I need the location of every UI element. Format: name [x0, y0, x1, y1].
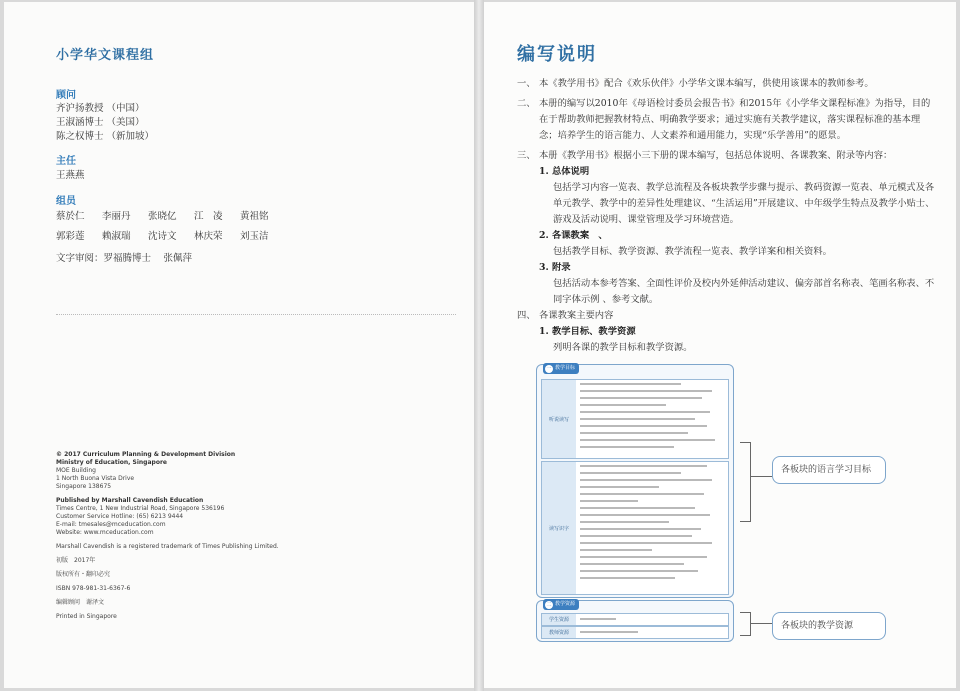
member: 张晓亿 — [148, 211, 177, 222]
listening-speaking-row — [541, 379, 729, 459]
members-heading: 组员 — [56, 196, 76, 207]
subsection-2-title: 2. 各课教案 、 — [539, 230, 608, 241]
ministry: Ministry of Education, Singapore — [56, 459, 167, 466]
advisors-heading: 顾问 — [56, 90, 76, 101]
member: 赖淑瑞 — [102, 231, 131, 242]
trademark: Marshall Cavendish is a registered trademark of Times Publishing Limited. — [56, 543, 279, 550]
callout-connector — [750, 623, 772, 624]
member: 蔡於仁 — [56, 211, 85, 222]
panel-tag — [543, 599, 579, 610]
printed-in: Printed in Singapore — [56, 613, 117, 620]
row-label: 学生资源 — [542, 614, 576, 625]
subsection-4-1-body: 列明各课的教学目标和教学资源。 — [553, 342, 693, 353]
row-text-lines — [580, 383, 724, 453]
callout-objectives: 各板块的语言学习目标 — [772, 456, 886, 484]
publishing-info — [56, 451, 279, 621]
sample-resources-panel — [536, 600, 734, 642]
reviewers: 文字审阅：罗福腾博士 张佩萍 — [56, 253, 193, 264]
tag-number: 二 — [546, 601, 552, 608]
copyright: © 2017 Curriculum Planning & Development Division — [56, 451, 236, 458]
edition: 初版 2017年 — [56, 557, 96, 564]
publisher-address: Times Centre, 1 New Industrial Road, Singapore 536196 — [56, 505, 225, 512]
row-label: 读写识字 — [542, 462, 576, 594]
sample-objectives-panel — [536, 364, 734, 598]
advisor-2: 王淑涵博士 （美国） — [56, 117, 145, 128]
course-group-title: 小学华文课程组 — [56, 48, 155, 63]
publisher-phone: Customer Service Hotline: (65) 6213 9444 — [56, 513, 184, 520]
member: 郭彩莲 — [56, 231, 85, 242]
isbn: ISBN 978-981-31-6367-6 — [56, 585, 131, 592]
subsection-1-body: 包括学习内容一览表、教学总流程及各板块教学步骤与提示、教码资源一览表、单元模式及各单元教学、教学中的差异性处理建议、“生活运用”开展建议、中年级学生特点及教学小贴士、游戏及活动说明、课堂管理及学习环境营造。 — [553, 182, 935, 225]
panel-tag — [543, 363, 579, 374]
publisher-website: Website: www.mceducation.com — [56, 529, 154, 536]
publisher: Published by Marshall Cavendish Education — [56, 497, 204, 504]
section-4: 各课教案主要内容 — [539, 310, 614, 321]
tag-label: 教学目标 — [555, 365, 576, 371]
section-3: 本册《教学用书》根据小三下册的课本编写，包括总体说明、各课教案、附录等内容： — [539, 150, 893, 161]
members-list — [56, 208, 286, 242]
member: 江 凌 — [194, 211, 223, 222]
member: 沈诗文 — [148, 231, 177, 242]
editor: 编辑顾问 谢泽文 — [56, 599, 105, 606]
section-number: 一、 — [517, 78, 536, 89]
student-resources-row — [541, 613, 729, 626]
section-2: 本册的编写以2010年《母语检讨委员会报告书》和2015年《小学华文课程标准》为指导，目的在于帮助教师把握教材特点、明确教学要求；通过实施有关教学建议，落实课程标准的基本理念；培养学生的语言能力、人文素养和通用能力，实现“乐学善用”的愿景。 — [539, 98, 931, 141]
reading-writing-row — [541, 461, 729, 595]
subsection-4-1-title: 1. 教学目标、教学资源 — [539, 326, 636, 337]
tag-label: 教学资源 — [555, 601, 576, 607]
explanation-text — [517, 76, 937, 356]
director-heading: 主任 — [56, 156, 76, 167]
row-text-lines — [580, 465, 724, 584]
member: 黄祖铭 — [240, 211, 269, 222]
divider — [56, 314, 456, 315]
right-page — [484, 2, 956, 688]
member: 刘玉洁 — [240, 231, 269, 242]
callout-connector — [750, 476, 772, 477]
callout-resources: 各板块的教学资源 — [772, 612, 886, 640]
tag-number: 一 — [546, 365, 552, 372]
address-line-1: 1 North Buona Vista Drive — [56, 475, 135, 482]
advisor-3: 陈之权博士 （新加坡） — [56, 131, 155, 142]
subsection-3-title: 3. 附录 — [539, 262, 571, 273]
advisor-1: 齐沪扬教授 （中国） — [56, 103, 145, 114]
left-page — [4, 2, 474, 688]
publisher-email: E-mail: tmesales@mceducation.com — [56, 521, 166, 528]
section-number: 二、 — [517, 98, 536, 109]
book-gutter — [474, 0, 484, 691]
teacher-resources-row — [541, 626, 729, 639]
callout-bracket — [740, 442, 751, 522]
callout-bracket — [740, 612, 751, 636]
moe-building: MOE Building — [56, 467, 96, 474]
address-line-2: Singapore 138675 — [56, 483, 112, 490]
section-1: 本《教学用书》配合《欢乐伙伴》小学华文课本编写，供使用该课本的教师参考。 — [539, 78, 874, 89]
section-number: 三、 — [517, 150, 536, 161]
row-label: 听说读写 — [542, 380, 576, 458]
subsection-2-body: 包括教学目标、教学资源、教学流程一览表、教学详案和相关资料。 — [553, 246, 832, 257]
subsection-3-body: 包括活动本参考答案、全面性评价及校内外延伸活动建议、偏旁部首名称表、笔画名称表、不同字体示例 、参考文献。 — [553, 278, 935, 305]
member: 李丽丹 — [102, 211, 131, 222]
page-title: 编写说明 — [517, 44, 597, 65]
subsection-1-title: 1. 总体说明 — [539, 166, 590, 177]
member: 林庆荣 — [194, 231, 223, 242]
director-name: 王燕燕 — [56, 170, 85, 181]
rights: 版权所有・翻印必究 — [56, 571, 111, 578]
row-label: 教师资源 — [542, 627, 576, 638]
section-number: 四、 — [517, 310, 536, 321]
